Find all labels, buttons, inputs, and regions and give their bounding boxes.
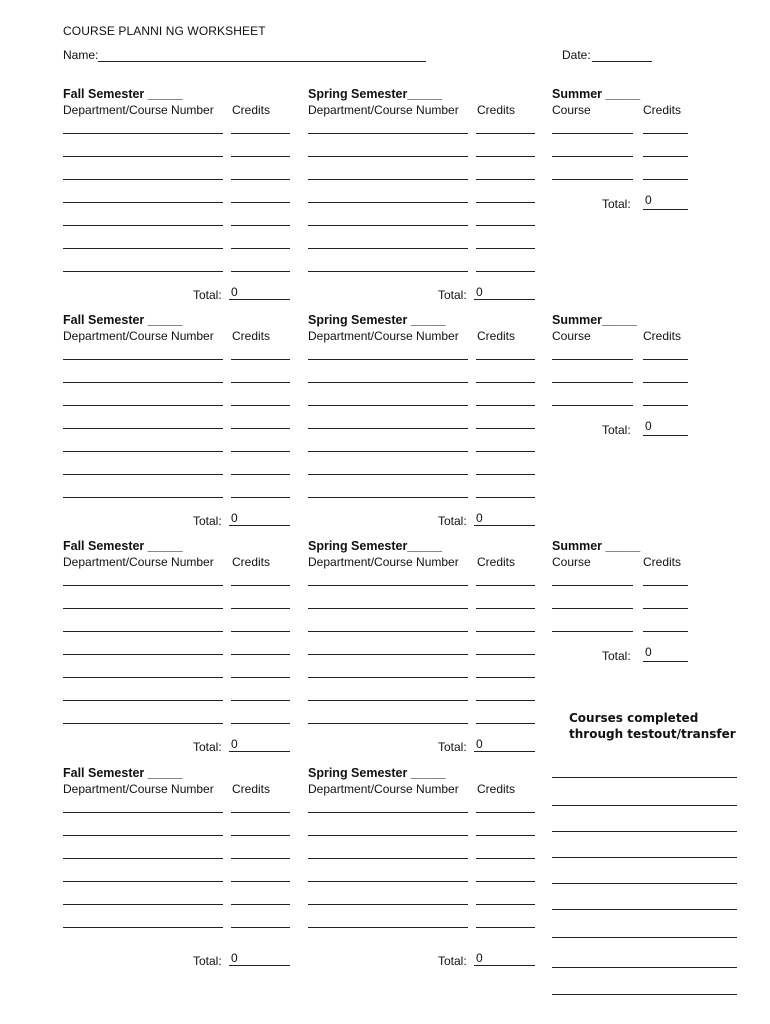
total-label: Total: (602, 423, 631, 437)
dept-course-label: Department/Course Number (308, 329, 459, 343)
fall-credits-field[interactable] (231, 405, 290, 406)
spring-total-field[interactable]: 0 (474, 511, 535, 526)
fall-credits-field[interactable] (231, 631, 290, 632)
total-label: Total: (193, 288, 222, 302)
fall-credits-field[interactable] (231, 474, 290, 475)
fall-course-field[interactable] (63, 677, 223, 678)
spring-total-field[interactable]: 0 (474, 285, 535, 300)
name-field[interactable] (98, 61, 426, 62)
credits-label: Credits (232, 103, 271, 117)
fall-total-field[interactable]: 0 (229, 511, 290, 526)
fall-course-field[interactable] (63, 654, 223, 655)
spring-course-field[interactable] (308, 904, 468, 905)
total-label: Total: (602, 197, 631, 211)
spring-course-field[interactable] (308, 474, 468, 475)
completed-course-field[interactable] (552, 857, 737, 858)
spring-course-field[interactable] (308, 881, 468, 882)
spring-semester-header: Spring Semester _____ (308, 766, 446, 780)
fall-credits-field[interactable] (231, 382, 290, 383)
fall-credits-field[interactable] (231, 723, 290, 724)
total-label: Total: (602, 649, 631, 663)
fall-credits-field[interactable] (231, 608, 290, 609)
fall-course-field[interactable] (63, 700, 223, 701)
spring-credits-field[interactable] (476, 474, 535, 475)
spring-semester-header: Spring Semester_____ (308, 87, 443, 101)
spring-credits-field[interactable] (476, 428, 535, 429)
spring-course-field[interactable] (308, 585, 468, 586)
credits-label: Credits (232, 782, 271, 796)
summer-credits-field[interactable] (643, 631, 688, 632)
dept-course-label: Department/Course Number (63, 555, 214, 569)
spring-course-field[interactable] (308, 835, 468, 836)
name-label: Name: (63, 48, 99, 62)
credits-label: Credits (477, 103, 516, 117)
fall-credits-field[interactable] (231, 835, 290, 836)
spring-course-field[interactable] (308, 700, 468, 701)
fall-course-field[interactable] (63, 405, 223, 406)
spring-course-field[interactable] (308, 202, 468, 203)
summer-credits-field[interactable] (643, 382, 688, 383)
spring-total-field[interactable]: 0 (474, 951, 535, 966)
summer-course-field[interactable] (552, 608, 633, 609)
completed-heading-line1: Courses completed (569, 711, 699, 725)
fall-course-field[interactable] (63, 858, 223, 859)
fall-course-field[interactable] (63, 608, 223, 609)
fall-course-field[interactable] (63, 881, 223, 882)
fall-credits-field[interactable] (231, 927, 290, 928)
fall-credits-field[interactable] (231, 428, 290, 429)
total-label: Total: (438, 288, 467, 302)
summer-credits-field[interactable] (643, 405, 688, 406)
fall-course-field[interactable] (63, 156, 223, 157)
fall-course-field[interactable] (63, 474, 223, 475)
fall-credits-field[interactable] (231, 858, 290, 859)
course-label: Course (552, 555, 591, 569)
spring-credits-field[interactable] (476, 225, 535, 226)
fall-course-field[interactable] (63, 225, 223, 226)
credits-label: Credits (477, 782, 516, 796)
fall-course-field[interactable] (63, 202, 223, 203)
course-label: Course (552, 329, 591, 343)
fall-credits-field[interactable] (231, 881, 290, 882)
fall-credits-field[interactable] (231, 812, 290, 813)
completed-course-field[interactable] (552, 967, 737, 968)
fall-course-field[interactable] (63, 812, 223, 813)
total-label: Total: (438, 954, 467, 968)
summer-credits-field[interactable] (643, 585, 688, 586)
spring-credits-field[interactable] (476, 858, 535, 859)
spring-credits-field[interactable] (476, 677, 535, 678)
total-label: Total: (193, 514, 222, 528)
spring-credits-field[interactable] (476, 359, 535, 360)
completed-course-field[interactable] (552, 777, 737, 778)
dept-course-label: Department/Course Number (63, 329, 214, 343)
spring-credits-field[interactable] (476, 631, 535, 632)
dept-course-label: Department/Course Number (308, 103, 459, 117)
spring-credits-field[interactable] (476, 451, 535, 452)
spring-credits-field[interactable] (476, 723, 535, 724)
spring-course-field[interactable] (308, 179, 468, 180)
spring-credits-field[interactable] (476, 654, 535, 655)
fall-total-field[interactable]: 0 (229, 737, 290, 752)
summer-credits-field[interactable] (643, 359, 688, 360)
fall-credits-field[interactable] (231, 585, 290, 586)
fall-credits-field[interactable] (231, 179, 290, 180)
credits-label: Credits (643, 103, 682, 117)
spring-credits-field[interactable] (476, 608, 535, 609)
spring-course-field[interactable] (308, 608, 468, 609)
spring-course-field[interactable] (308, 858, 468, 859)
fall-semester-header: Fall Semester _____ (63, 313, 183, 327)
course-label: Course (552, 103, 591, 117)
spring-course-field[interactable] (308, 812, 468, 813)
spring-credits-field[interactable] (476, 202, 535, 203)
spring-credits-field[interactable] (476, 248, 535, 249)
spring-credits-field[interactable] (476, 700, 535, 701)
dept-course-label: Department/Course Number (63, 782, 214, 796)
fall-total-field[interactable]: 0 (229, 285, 290, 300)
spring-course-field[interactable] (308, 225, 468, 226)
dept-course-label: Department/Course Number (63, 103, 214, 117)
fall-course-field[interactable] (63, 927, 223, 928)
summer-header: Summer_____ (552, 313, 637, 327)
fall-credits-field[interactable] (231, 677, 290, 678)
credits-label: Credits (643, 329, 682, 343)
page-title: COURSE PLANNI NG WORKSHEET (63, 24, 266, 38)
fall-course-field[interactable] (63, 904, 223, 905)
spring-course-field[interactable] (308, 133, 468, 134)
spring-credits-field[interactable] (476, 405, 535, 406)
fall-semester-header: Fall Semester _____ (63, 766, 183, 780)
fall-course-field[interactable] (63, 723, 223, 724)
spring-course-field[interactable] (308, 382, 468, 383)
fall-semester-header: Fall Semester _____ (63, 87, 183, 101)
fall-course-field[interactable] (63, 428, 223, 429)
summer-course-field[interactable] (552, 405, 633, 406)
fall-credits-field[interactable] (231, 248, 290, 249)
summer-total-field[interactable]: 0 (643, 193, 688, 210)
summer-total-field[interactable]: 0 (643, 419, 688, 436)
spring-course-field[interactable] (308, 497, 468, 498)
spring-course-field[interactable] (308, 405, 468, 406)
fall-course-field[interactable] (63, 451, 223, 452)
spring-course-field[interactable] (308, 927, 468, 928)
fall-credits-field[interactable] (231, 497, 290, 498)
spring-course-field[interactable] (308, 451, 468, 452)
fall-credits-field[interactable] (231, 133, 290, 134)
summer-credits-field[interactable] (643, 179, 688, 180)
completed-course-field[interactable] (552, 937, 737, 938)
date-field[interactable] (592, 61, 652, 62)
spring-credits-field[interactable] (476, 271, 535, 272)
summer-credits-field[interactable] (643, 608, 688, 609)
spring-credits-field[interactable] (476, 927, 535, 928)
spring-course-field[interactable] (308, 677, 468, 678)
spring-course-field[interactable] (308, 723, 468, 724)
spring-course-field[interactable] (308, 156, 468, 157)
fall-credits-field[interactable] (231, 451, 290, 452)
fall-course-field[interactable] (63, 271, 223, 272)
fall-course-field[interactable] (63, 835, 223, 836)
dept-course-label: Department/Course Number (308, 782, 459, 796)
summer-credits-field[interactable] (643, 133, 688, 134)
fall-total-field[interactable]: 0 (229, 951, 290, 966)
fall-credits-field[interactable] (231, 904, 290, 905)
fall-credits-field[interactable] (231, 700, 290, 701)
spring-credits-field[interactable] (476, 156, 535, 157)
summer-course-field[interactable] (552, 156, 633, 157)
fall-course-field[interactable] (63, 179, 223, 180)
total-label: Total: (438, 740, 467, 754)
completed-course-field[interactable] (552, 805, 737, 806)
spring-credits-field[interactable] (476, 585, 535, 586)
credits-label: Credits (232, 329, 271, 343)
fall-credits-field[interactable] (231, 654, 290, 655)
credits-label: Credits (643, 555, 682, 569)
spring-credits-field[interactable] (476, 133, 535, 134)
total-label: Total: (193, 954, 222, 968)
summer-course-field[interactable] (552, 179, 633, 180)
summer-credits-field[interactable] (643, 156, 688, 157)
spring-total-field[interactable]: 0 (474, 737, 535, 752)
fall-credits-field[interactable] (231, 156, 290, 157)
spring-credits-field[interactable] (476, 179, 535, 180)
fall-credits-field[interactable] (231, 359, 290, 360)
date-label: Date: (562, 48, 591, 62)
credits-label: Credits (477, 329, 516, 343)
summer-course-field[interactable] (552, 382, 633, 383)
spring-course-field[interactable] (308, 359, 468, 360)
summer-course-field[interactable] (552, 631, 633, 632)
summer-course-field[interactable] (552, 359, 633, 360)
spring-course-field[interactable] (308, 631, 468, 632)
credits-label: Credits (477, 555, 516, 569)
spring-semester-header: Spring Semester_____ (308, 539, 443, 553)
credits-label: Credits (232, 555, 271, 569)
total-label: Total: (193, 740, 222, 754)
spring-course-field[interactable] (308, 248, 468, 249)
fall-course-field[interactable] (63, 133, 223, 134)
summer-course-field[interactable] (552, 133, 633, 134)
summer-header: Summer _____ (552, 539, 641, 553)
spring-credits-field[interactable] (476, 812, 535, 813)
spring-credits-field[interactable] (476, 835, 535, 836)
summer-header: Summer _____ (552, 87, 641, 101)
fall-course-field[interactable] (63, 359, 223, 360)
completed-course-field[interactable] (552, 831, 737, 832)
fall-semester-header: Fall Semester _____ (63, 539, 183, 553)
fall-credits-field[interactable] (231, 225, 290, 226)
completed-heading-line2: through testout/transfer (569, 727, 736, 741)
spring-course-field[interactable] (308, 271, 468, 272)
fall-course-field[interactable] (63, 382, 223, 383)
spring-credits-field[interactable] (476, 881, 535, 882)
fall-course-field[interactable] (63, 585, 223, 586)
spring-credits-field[interactable] (476, 497, 535, 498)
total-label: Total: (438, 514, 467, 528)
completed-course-field[interactable] (552, 883, 737, 884)
fall-credits-field[interactable] (231, 271, 290, 272)
spring-credits-field[interactable] (476, 382, 535, 383)
spring-course-field[interactable] (308, 428, 468, 429)
dept-course-label: Department/Course Number (308, 555, 459, 569)
spring-semester-header: Spring Semester _____ (308, 313, 446, 327)
completed-course-field[interactable] (552, 994, 737, 995)
fall-course-field[interactable] (63, 248, 223, 249)
fall-course-field[interactable] (63, 631, 223, 632)
summer-course-field[interactable] (552, 585, 633, 586)
fall-credits-field[interactable] (231, 202, 290, 203)
fall-course-field[interactable] (63, 497, 223, 498)
summer-total-field[interactable]: 0 (643, 645, 688, 662)
completed-course-field[interactable] (552, 909, 737, 910)
spring-credits-field[interactable] (476, 904, 535, 905)
spring-course-field[interactable] (308, 654, 468, 655)
